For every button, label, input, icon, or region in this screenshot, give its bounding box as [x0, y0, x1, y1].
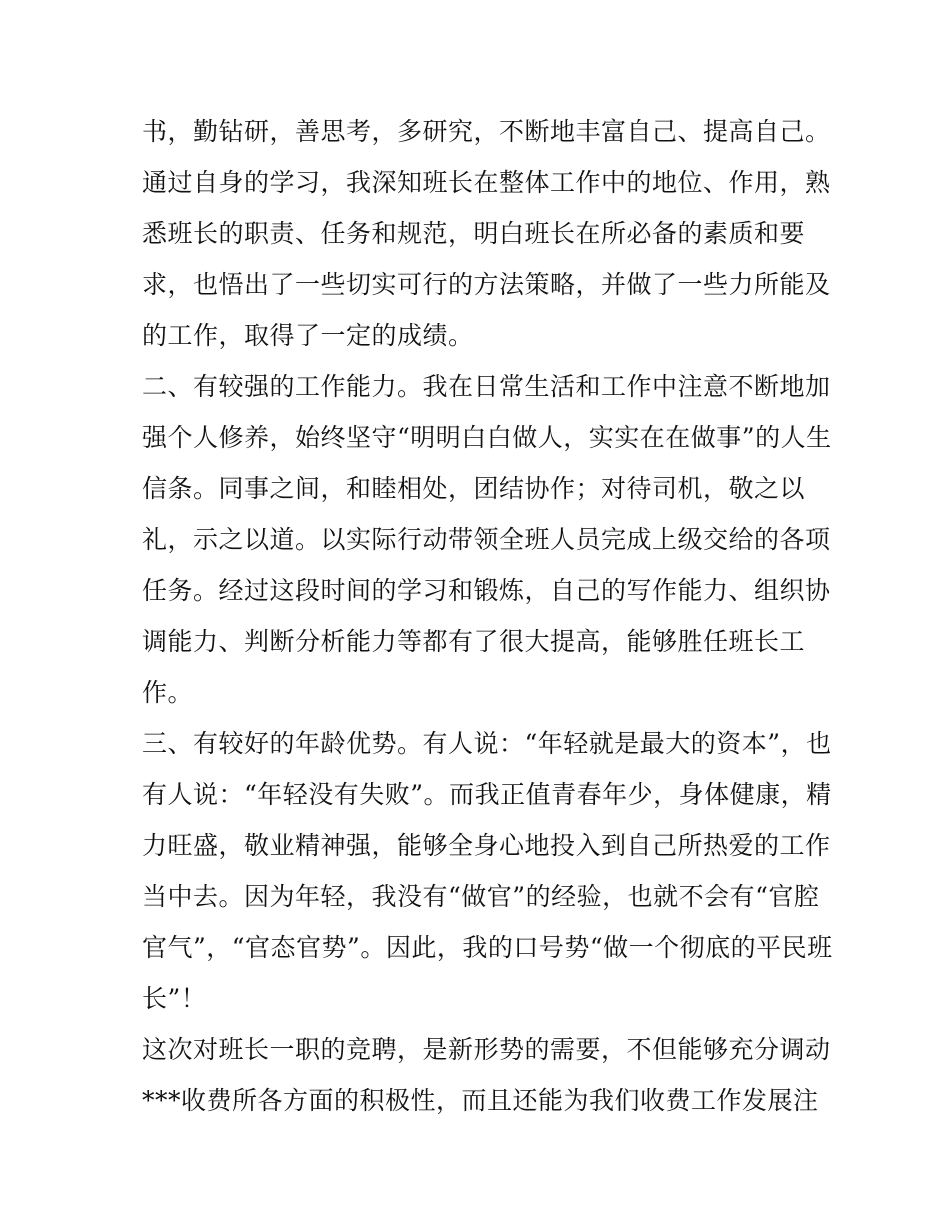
text-line: 这次对班长一职的竞聘，是新形势的需要，不但能够充分调动 — [142, 1035, 831, 1064]
text-line: 二、有较强的工作能力。我在日常生活和工作中注意不断地加 — [142, 372, 831, 401]
text-line: 任务。经过这段时间的学习和锻炼，自己的写作能力、组织协 — [142, 576, 831, 605]
text-line: 悉班长的职责、任务和规范，明白班长在所必备的素质和要 — [142, 219, 806, 248]
text-line: 调能力、判断分析能力等都有了很大提高，能够胜任班长工 — [142, 627, 806, 656]
text-line: 礼，示之以道。以实际行动带领全班人员完成上级交给的各项 — [142, 525, 831, 554]
text-line: 信条。同事之间，和睦相处，团结协作；对待司机，敬之以 — [142, 474, 806, 503]
body-text — [142, 106, 833, 1126]
text-line: 有人说：“年轻没有失败”。而我正值青春年少，身体健康，精 — [142, 780, 832, 809]
text-line: 求，也悟出了一些切实可行的方法策略，并做了一些力所能及 — [142, 270, 831, 299]
text-line: 通过自身的学习，我深知班长在整体工作中的地位、作用，熟 — [142, 168, 831, 197]
text-line: 三、有较好的年龄优势。有人说：“年轻就是最大的资本”，也 — [142, 729, 832, 758]
text-line: 当中去。因为年轻，我没有“做官”的经验，也就不会有“官腔 — [142, 882, 820, 911]
text-line: 官气”，“官态官势”。因此，我的口号势“做一个彻底的平民班 — [142, 933, 833, 962]
text-line: 力旺盛，敬业精神强，能够全身心地投入到自己所热爱的工作 — [142, 831, 831, 860]
text-line: 的工作，取得了一定的成绩。 — [142, 321, 474, 350]
text-line: 长”！ — [142, 984, 207, 1013]
text-line: 书，勤钻研，善思考，多研究，不断地丰富自己、提高自己。 — [142, 117, 831, 146]
text-line: 强个人修养，始终坚守“明明白白做人，实实在在做事”的人生 — [142, 423, 832, 452]
text-line: 作。 — [142, 678, 194, 707]
text-line: ***收费所各方面的积极性，而且还能为我们收费工作发展注 — [142, 1086, 819, 1115]
